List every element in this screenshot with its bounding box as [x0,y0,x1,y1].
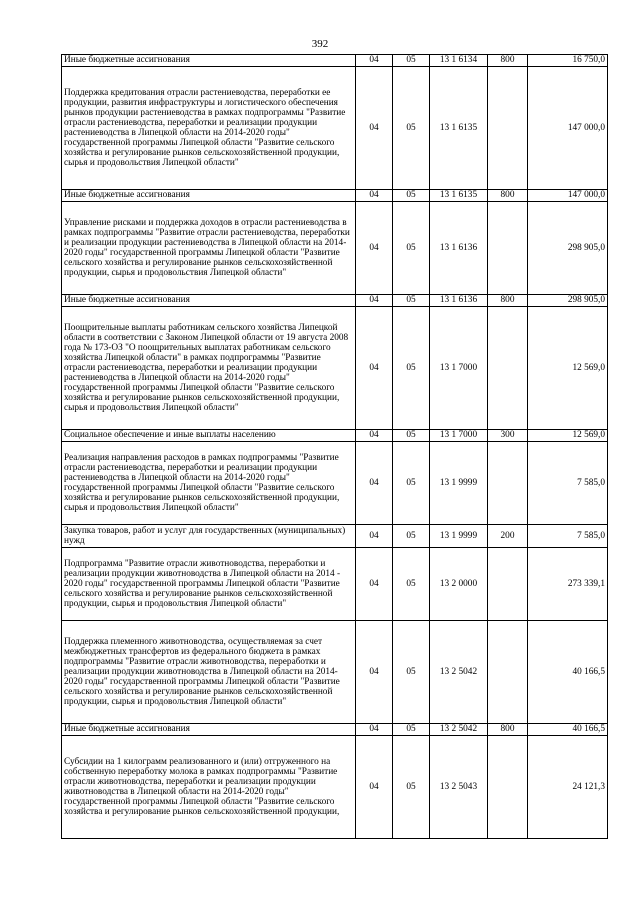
row-expense-type: 800 [488,724,528,736]
table-row [62,430,608,442]
row-amount: 12 569,0 [528,430,608,442]
table-row [62,724,608,736]
row-subsection: 05 [393,295,430,307]
row-expense-type [488,442,528,525]
row-name: Управление рисками и поддержка доходов в отрасли растениеводства в рамках подпрограммы "Развитие отрасли растениеводства, переработки и реализации продукции растениеводства в Липецкой области на 2014-2020 годы" государственной программы Липецкой области "Развитие сельского хозяйства и регулирование рынков сельскохозяйственной продукции, сырья и продовольствия Липецкой области" [62,202,356,295]
row-name: Иные бюджетные ассигнования [62,295,356,307]
row-amount: 273 339,1 [528,548,608,621]
row-subsection: 05 [393,621,430,724]
row-amount: 12 569,0 [528,307,608,430]
row-name: Иные бюджетные ассигнования [62,55,356,67]
row-subsection: 05 [393,67,430,190]
row-section: 04 [356,525,393,548]
row-subsection: 05 [393,548,430,621]
row-subsection: 05 [393,525,430,548]
table-row [62,67,608,190]
row-subsection: 05 [393,202,430,295]
row-section: 04 [356,67,393,190]
row-subsection: 05 [393,190,430,202]
row-amount: 147 000,0 [528,190,608,202]
row-amount: 16 750,0 [528,55,608,67]
row-name: Подпрограмма "Развитие отрасли животноводства, переработки и реализации продукции животноводства в Липецкой области на 2014 - 2020 годы" государственной программы Липецкой области "Развитие сельского хозяйства и регулирование рынков сельскохозяйственной продукции, сырья и продовольствия Липецкой области" [62,548,356,621]
row-target-code: 13 2 5043 [430,736,488,839]
row-section: 04 [356,202,393,295]
row-subsection: 05 [393,736,430,839]
row-expense-type: 800 [488,55,528,67]
row-expense-type: 300 [488,430,528,442]
row-amount: 7 585,0 [528,442,608,525]
row-amount: 40 166,5 [528,621,608,724]
row-section: 04 [356,736,393,839]
row-amount: 40 166,5 [528,724,608,736]
row-target-code: 13 1 9999 [430,442,488,525]
row-name: Иные бюджетные ассигнования [62,724,356,736]
row-name: Социальное обеспечение и иные выплаты населению [62,430,356,442]
row-target-code: 13 1 6135 [430,190,488,202]
row-amount: 24 121,3 [528,736,608,839]
row-target-code: 13 1 9999 [430,525,488,548]
table-row [62,736,608,839]
budget-table [61,54,608,839]
row-target-code: 13 2 5042 [430,621,488,724]
row-expense-type [488,548,528,621]
row-target-code: 13 1 6136 [430,202,488,295]
table-row [62,295,608,307]
row-subsection: 05 [393,442,430,525]
row-name: Поддержка кредитования отрасли растениеводства, переработки ее продукции, развития инфраструктуры и логистического обеспечения рынков продукции растениеводства в рамках подпрограммы "Развитие отрасли растениеводства, переработки и реализации продукции растениеводства в Липецкой области на 2014-2020 годы" государственной программы Липецкой области "Развитие сельского хозяйства и регулирование рынков сельскохозяйственной продукции, сырья и продовольствия Липецкой области" [62,67,356,190]
row-amount: 298 905,0 [528,295,608,307]
row-name: Реализация направления расходов в рамках подпрограммы "Развитие отрасли растениеводства, переработки и реализации продукции растениеводства в Липецкой области на 2014-2020 годы" государственной программы Липецкой области "Развитие сельского хозяйства и регулирование рынков сельскохозяйственной продукции, сырья и продовольствия Липецкой области" [62,442,356,525]
table-row [62,202,608,295]
row-amount: 147 000,0 [528,67,608,190]
row-expense-type: 200 [488,525,528,548]
row-target-code: 13 1 6136 [430,295,488,307]
row-name: Субсидии на 1 килограмм реализованного и (или) отгруженного на собственную переработку молока в рамках подпрограммы "Развитие отрасли животноводства, переработки и реализации продукции животноводства в Липецкой области на 2014-2020 годы" государственной программы Липецкой области "Развитие сельского хозяйства и регулирование рынков сельскохозяйственной продукции, [62,736,356,839]
row-target-code: 13 1 7000 [430,430,488,442]
row-subsection: 05 [393,307,430,430]
table-row [62,55,608,67]
row-expense-type [488,67,528,190]
table-row [62,548,608,621]
row-section: 04 [356,442,393,525]
row-name: Поддержка племенного животноводства, осуществляемая за счет межбюджетных трансфертов из федерального бюджета в рамках подпрограммы "Развитие отрасли животноводства, переработки и реализации продукции животноводства в Липецкой области на 2014-2020 годы" государственной программы Липецкой области "Развитие сельского хозяйства и регулирование рынков сельскохозяйственной продукции, сырья и продовольствия Липецкой области" [62,621,356,724]
row-section: 04 [356,548,393,621]
row-amount: 298 905,0 [528,202,608,295]
row-name: Иные бюджетные ассигнования [62,190,356,202]
row-expense-type: 800 [488,190,528,202]
row-section: 04 [356,621,393,724]
row-section: 04 [356,724,393,736]
row-expense-type [488,307,528,430]
table-row [62,621,608,724]
table-row [62,190,608,202]
table-row [62,525,608,548]
row-subsection: 05 [393,430,430,442]
row-section: 04 [356,190,393,202]
table-row [62,442,608,525]
row-section: 04 [356,430,393,442]
row-section: 04 [356,295,393,307]
row-subsection: 05 [393,55,430,67]
row-expense-type: 800 [488,295,528,307]
row-target-code: 13 2 0000 [430,548,488,621]
table-row [62,307,608,430]
row-target-code: 13 1 6134 [430,55,488,67]
row-target-code: 13 2 5042 [430,724,488,736]
row-expense-type [488,202,528,295]
row-name: Закупка товаров, работ и услуг для государственных (муниципальных) нужд [62,525,356,548]
page-number: 392 [311,38,329,50]
row-expense-type [488,736,528,839]
row-target-code: 13 1 7000 [430,307,488,430]
row-name: Поощрительные выплаты работникам сельского хозяйства Липецкой области в соответствии с Законом Липецкой области от 19 августа 2008 года № 173-ОЗ "О поощрительных выплатах работникам сельского хозяйства Липецкой области" в рамках подпрограммы "Развитие отрасли растениеводства, переработки и реализации продукции растениеводства в Липецкой области на 2014-2020 годы" государственной программы Липецкой области "Развитие сельского хозяйства и регулирование рынков сельскохозяйственной продукции, сырья и продовольствия Липецкой области" [62,307,356,430]
row-target-code: 13 1 6135 [430,67,488,190]
row-section: 04 [356,55,393,67]
row-subsection: 05 [393,724,430,736]
row-expense-type [488,621,528,724]
row-section: 04 [356,307,393,430]
row-amount: 7 585,0 [528,525,608,548]
